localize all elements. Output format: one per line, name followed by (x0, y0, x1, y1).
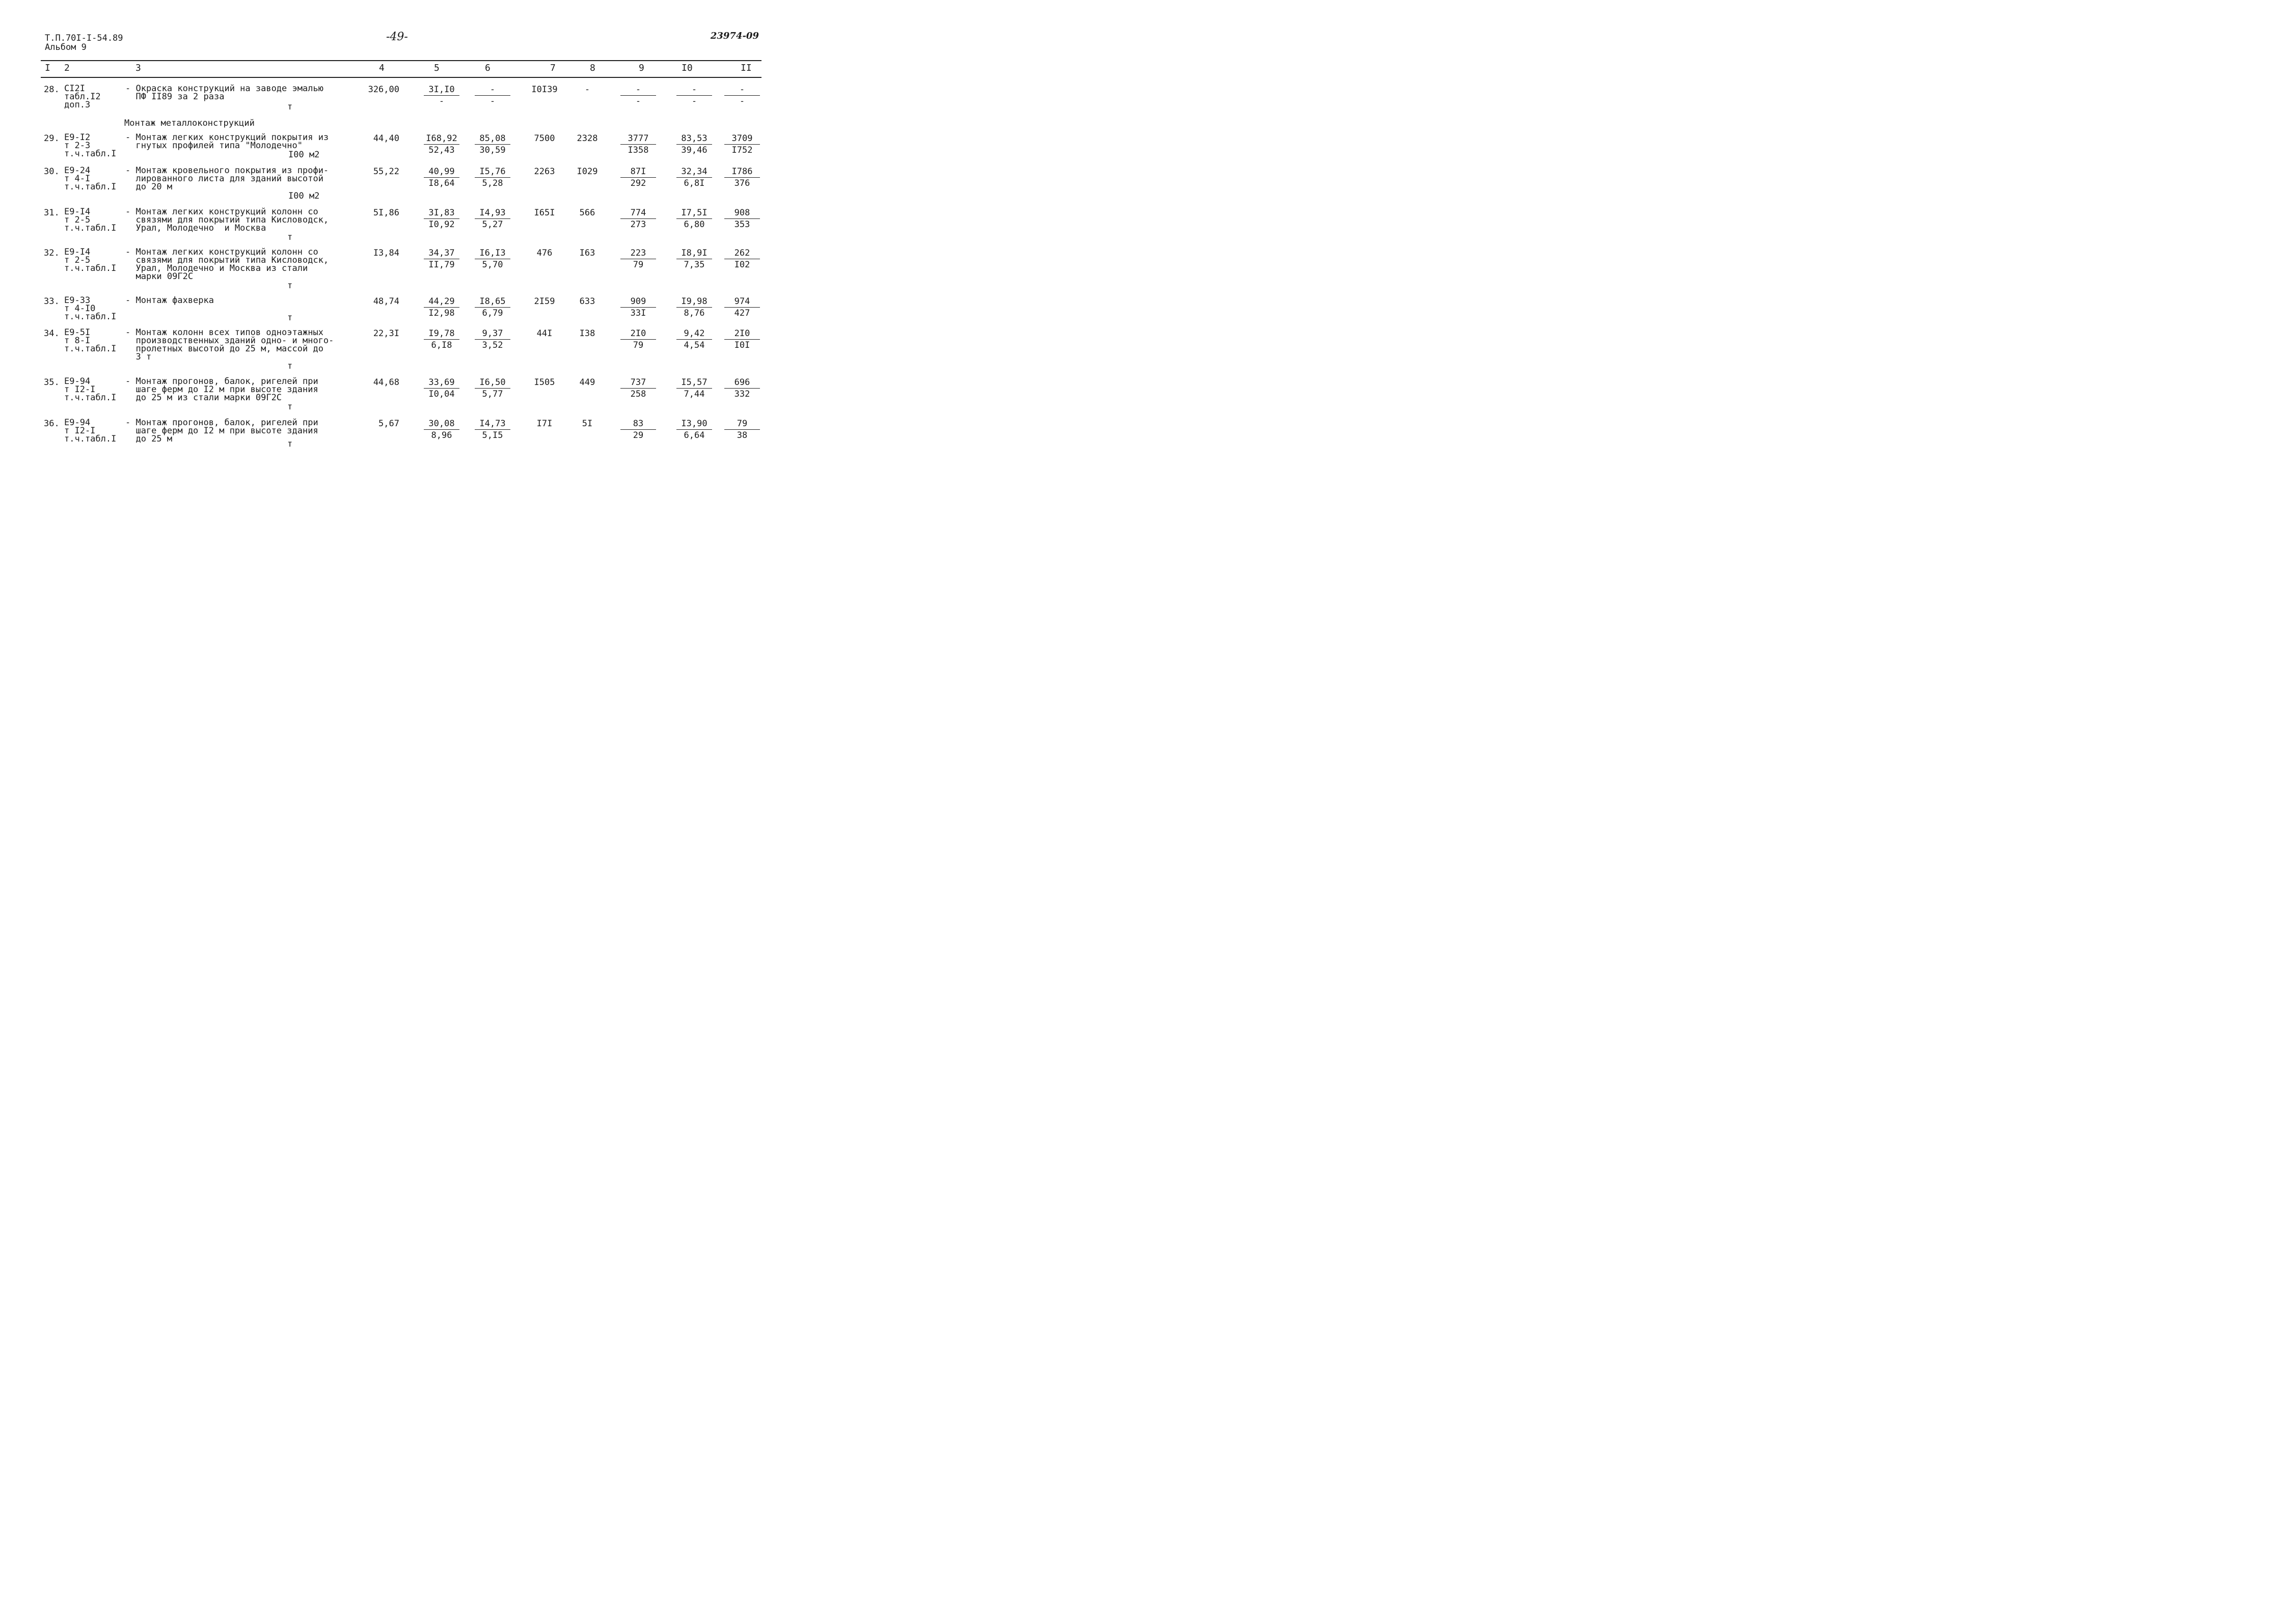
rate-code: Е9-I4 т 2-5 т.ч.табл.I (64, 247, 117, 273)
column-header-2: 2 (64, 63, 70, 73)
fraction-c9 (620, 208, 656, 230)
column-4-value: 55,22 (373, 167, 399, 177)
fraction-denominator: II,79 (428, 260, 455, 270)
row-number: 33. (44, 296, 60, 307)
fraction-numerator: I3,90 (676, 419, 712, 430)
fraction-numerator: 79 (724, 419, 760, 430)
measure-unit: т (287, 102, 293, 112)
fraction-numerator: 83,53 (676, 133, 712, 145)
fraction-c9 (620, 248, 656, 270)
fraction-numerator: I8,65 (475, 296, 510, 308)
fraction-c10 (676, 248, 712, 270)
fraction-c11 (724, 167, 760, 189)
fraction-c6 (475, 419, 510, 441)
work-description: - Монтаж легких конструкций колонн со связями для покрытий типа Кисловодск, Урал, Молодечно и Москва из стали марки 09Г2С (125, 247, 329, 282)
rate-code: Е9-94 т I2-I т.ч.табл.I (64, 376, 117, 403)
fraction-c5 (424, 248, 459, 270)
fraction-denominator: - (635, 96, 641, 106)
fraction-c6 (475, 133, 510, 156)
fraction-numerator: 696 (724, 377, 760, 389)
column-8-value: 2328 (577, 133, 598, 144)
column-4-value: I3,84 (373, 248, 399, 258)
fraction-numerator: 3I,83 (424, 208, 459, 219)
fraction-numerator: I6,I3 (475, 248, 510, 259)
column-4-value: 48,74 (373, 296, 399, 307)
fraction-c5 (424, 133, 459, 156)
column-header-5: 5 (434, 63, 440, 73)
fraction-c5 (424, 419, 459, 441)
fraction-c5 (424, 208, 459, 230)
measure-unit: I00 м2 (288, 191, 320, 201)
fraction-c9 (620, 133, 656, 156)
fraction-denominator: 52,43 (428, 145, 455, 155)
rate-code: Е9-24 т 4-I т.ч.табл.I (64, 166, 117, 192)
fraction-numerator: 87I (620, 167, 656, 178)
column-header-7: 7 (550, 63, 556, 73)
fraction-denominator: 6,79 (482, 308, 503, 318)
fraction-denominator: 4,54 (684, 340, 705, 350)
fraction-c6 (475, 208, 510, 230)
measure-unit: т (287, 361, 293, 371)
table-top-rule (41, 60, 761, 61)
column-8-value: 633 (579, 296, 595, 307)
rate-code: Е9-I4 т 2-5 т.ч.табл.I (64, 207, 117, 233)
column-8-value: I029 (577, 167, 598, 177)
fraction-c9 (620, 377, 656, 400)
row-number: 34. (44, 328, 60, 339)
measure-unit: т (287, 313, 293, 323)
fraction-numerator: 909 (620, 296, 656, 308)
fraction-c11 (724, 133, 760, 156)
fraction-c10 (676, 419, 712, 441)
fraction-denominator: 38 (737, 430, 748, 441)
fraction-c11 (724, 208, 760, 230)
fraction-denominator: I2,98 (428, 308, 455, 318)
fraction-denominator: 5,70 (482, 260, 503, 270)
fraction-numerator: I786 (724, 167, 760, 178)
fraction-c9 (620, 167, 656, 189)
measure-unit: т (287, 439, 293, 449)
fraction-c11 (724, 248, 760, 270)
fraction-denominator: - (439, 96, 445, 106)
column-header-6: 6 (485, 63, 491, 73)
column-7-value: I0I39 (531, 85, 558, 95)
fraction-numerator: 774 (620, 208, 656, 219)
fraction-c6 (475, 296, 510, 319)
document-code (45, 34, 123, 52)
fraction-denominator: 292 (630, 178, 646, 188)
column-8-value: I63 (579, 248, 595, 258)
work-description: - Окраска конструкций на заводе эмалью ПФ II89 за 2 раза (125, 84, 323, 102)
fraction-denominator: 5,77 (482, 389, 503, 399)
column-4-value: 44,68 (373, 377, 399, 388)
fraction-denominator: 8,76 (684, 308, 705, 318)
column-header-1: I (45, 63, 50, 73)
column-4-value: 22,3I (373, 328, 399, 339)
fraction-c6 (475, 85, 510, 107)
work-description: - Монтаж кровельного покрытия из профи- лированного листа для зданий высотой до 20 м (125, 166, 329, 192)
fraction-numerator: I68,92 (424, 133, 459, 145)
row-number: 32. (44, 248, 60, 258)
fraction-denominator: 353 (734, 219, 750, 230)
table-header-rule (41, 77, 761, 78)
fraction-numerator: 30,08 (424, 419, 459, 430)
rate-code: СI2I табл.I2 доп.3 (64, 84, 101, 110)
rate-code: Е9-I2 т 2-3 т.ч.табл.I (64, 132, 117, 159)
fraction-denominator: 5,27 (482, 219, 503, 230)
fraction-c10 (676, 167, 712, 189)
section-title: Монтаж металлоконструкций (124, 118, 255, 128)
fraction-numerator: - (676, 85, 712, 96)
column-7-value: 44I (536, 328, 553, 339)
fraction-denominator: I0,04 (428, 389, 455, 399)
fraction-c11 (724, 85, 760, 107)
column-8-value: 5I (582, 419, 593, 429)
column-7-value: I7I (536, 419, 553, 429)
fraction-c10 (676, 377, 712, 400)
measure-unit: т (287, 232, 293, 242)
document-code-line1: Т.П.70I-I-54.89 (45, 33, 123, 43)
fraction-denominator: 7,35 (684, 260, 705, 270)
fraction-numerator: I4,73 (475, 419, 510, 430)
column-header-9: 9 (639, 63, 644, 73)
fraction-numerator: 908 (724, 208, 760, 219)
row-number: 30. (44, 167, 60, 177)
column-7-value: I505 (534, 377, 555, 388)
fraction-denominator: 5,I5 (482, 430, 503, 441)
work-description: - Монтаж прогонов, балок, ригелей при шаге ферм до I2 м при высоте здания до 25 м (125, 418, 318, 444)
column-4-value: 326,00 (368, 85, 399, 95)
fraction-denominator: I0I (734, 340, 750, 350)
fraction-c5 (424, 85, 459, 107)
fraction-numerator: 737 (620, 377, 656, 389)
column-7-value: 2I59 (534, 296, 555, 307)
column-header-10: I0 (682, 63, 693, 73)
column-header-4: 4 (379, 63, 385, 73)
fraction-c11 (724, 296, 760, 319)
fraction-numerator: I5,76 (475, 167, 510, 178)
fraction-numerator: 85,08 (475, 133, 510, 145)
fraction-numerator: I6,50 (475, 377, 510, 389)
fraction-numerator: 40,99 (424, 167, 459, 178)
column-7-value: 2263 (534, 167, 555, 177)
work-description: - Монтаж прогонов, балок, ригелей при шаге ферм до I2 м при высоте здания до 25 м из стали марки 09Г2С (125, 376, 318, 403)
fraction-denominator: - (739, 96, 745, 106)
fraction-numerator: 2I0 (724, 328, 760, 340)
fraction-c9 (620, 328, 656, 351)
work-description: - Монтаж колонн всех типов одноэтажных производственных зданий одно- и много- пролетных высотой до 25 м, массой до 3 т (125, 327, 334, 362)
fraction-c9 (620, 296, 656, 319)
fraction-c10 (676, 328, 712, 351)
rate-code: Е9-5I т 8-I т.ч.табл.I (64, 327, 117, 354)
fraction-numerator: I9,98 (676, 296, 712, 308)
fraction-denominator: 427 (734, 308, 750, 318)
fraction-denominator: 332 (734, 389, 750, 399)
column-7-value: 476 (536, 248, 553, 258)
fraction-numerator: I4,93 (475, 208, 510, 219)
column-header-3: 3 (135, 63, 141, 73)
fraction-numerator: 262 (724, 248, 760, 259)
fraction-c11 (724, 419, 760, 441)
fraction-c5 (424, 328, 459, 351)
fraction-numerator: 974 (724, 296, 760, 308)
fraction-numerator: I5,57 (676, 377, 712, 389)
fraction-c6 (475, 328, 510, 351)
fraction-numerator: I8,9I (676, 248, 712, 259)
fraction-numerator: I7,5I (676, 208, 712, 219)
column-4-value: 5I,86 (373, 208, 399, 218)
fraction-denominator: - (691, 96, 697, 106)
fraction-c10 (676, 296, 712, 319)
fraction-denominator: 273 (630, 219, 646, 230)
fraction-denominator: 29 (633, 430, 644, 441)
fraction-c9 (620, 419, 656, 441)
fraction-denominator: 79 (633, 340, 644, 350)
row-number: 31. (44, 208, 60, 218)
column-4-value: 44,40 (373, 133, 399, 144)
column-8-value: 566 (579, 208, 595, 218)
fraction-c6 (475, 248, 510, 270)
row-number: 36. (44, 419, 60, 429)
column-8-value: 449 (579, 377, 595, 388)
fraction-denominator: I0,92 (428, 219, 455, 230)
fraction-denominator: 6,80 (684, 219, 705, 230)
fraction-numerator: 83 (620, 419, 656, 430)
column-7-value: 7500 (534, 133, 555, 144)
fraction-c11 (724, 328, 760, 351)
measure-unit: I00 м2 (288, 150, 320, 160)
fraction-numerator: 2I0 (620, 328, 656, 340)
document-number: 23974-09 (710, 31, 759, 41)
document-code-line2: Альбом 9 (45, 42, 87, 52)
fraction-denominator: 7,44 (684, 389, 705, 399)
fraction-denominator: I358 (628, 145, 649, 155)
fraction-denominator: 6,8I (684, 178, 705, 188)
fraction-denominator: 8,96 (431, 430, 452, 441)
fraction-numerator: 3I,I0 (424, 85, 459, 96)
fraction-c10 (676, 133, 712, 156)
work-description: - Монтаж легких конструкций покрытия из гнутых профилей типа "Молодечно" (125, 132, 329, 151)
work-description: - Монтаж фахверка (125, 295, 214, 306)
fraction-denominator: - (489, 96, 496, 106)
rate-code: Е9-94 т I2-I т.ч.табл.I (64, 418, 117, 444)
fraction-denominator: 258 (630, 389, 646, 399)
column-7-value: I65I (534, 208, 555, 218)
fraction-c6 (475, 167, 510, 189)
fraction-denominator: 6,64 (684, 430, 705, 441)
fraction-c10 (676, 85, 712, 107)
row-number: 35. (44, 377, 60, 388)
column-header-11: II (741, 63, 752, 73)
fraction-numerator: - (475, 85, 510, 96)
fraction-denominator: 79 (633, 260, 644, 270)
fraction-denominator: 3,52 (482, 340, 503, 350)
fraction-c5 (424, 377, 459, 400)
fraction-c11 (724, 377, 760, 400)
fraction-denominator: 6,I8 (431, 340, 452, 350)
fraction-numerator: 32,34 (676, 167, 712, 178)
row-number: 29. (44, 133, 60, 144)
row-number: 28. (44, 85, 60, 95)
column-8-value: I38 (579, 328, 595, 339)
column-8-value: - (584, 85, 590, 95)
column-4-value: 5,67 (378, 419, 399, 429)
fraction-denominator: 30,59 (479, 145, 506, 155)
fraction-denominator: 376 (734, 178, 750, 188)
rate-code: Е9-33 т 4-I0 т.ч.табл.I (64, 295, 117, 322)
fraction-numerator: 34,37 (424, 248, 459, 259)
fraction-c5 (424, 167, 459, 189)
fraction-denominator: I752 (731, 145, 753, 155)
fraction-denominator: 5,28 (482, 178, 503, 188)
fraction-numerator: 44,29 (424, 296, 459, 308)
measure-unit: т (287, 402, 293, 412)
work-description: - Монтаж легких конструкций колонн со связями для покрытий типа Кисловодск, Урал, Молодечно и Москва (125, 207, 329, 233)
fraction-numerator: 3709 (724, 133, 760, 145)
column-header-8: 8 (590, 63, 595, 73)
fraction-denominator: I8,64 (428, 178, 455, 188)
fraction-numerator: 223 (620, 248, 656, 259)
fraction-numerator: 3777 (620, 133, 656, 145)
fraction-numerator: I9,78 (424, 328, 459, 340)
fraction-c10 (676, 208, 712, 230)
fraction-c5 (424, 296, 459, 319)
fraction-denominator: I02 (734, 260, 750, 270)
fraction-numerator: 9,37 (475, 328, 510, 340)
fraction-denominator: 39,46 (681, 145, 707, 155)
page-number: -49- (386, 31, 408, 43)
fraction-numerator: 33,69 (424, 377, 459, 389)
fraction-numerator: - (620, 85, 656, 96)
fraction-numerator: - (724, 85, 760, 96)
fraction-denominator: 33I (630, 308, 646, 318)
fraction-c6 (475, 377, 510, 400)
measure-unit: т (287, 281, 293, 291)
fraction-c9 (620, 85, 656, 107)
fraction-numerator: 9,42 (676, 328, 712, 340)
